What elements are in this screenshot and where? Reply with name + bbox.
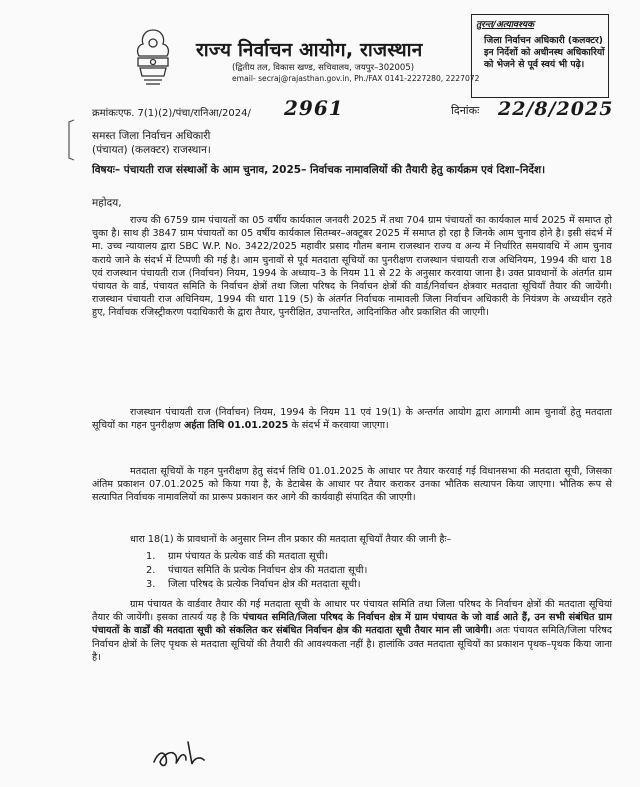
date-label: दिनांकः [451,104,480,117]
paragraph-1: राज्य की 6759 ग्राम पंचायतों का 05 वर्षीय कार्यकाल जनवरी 2025 में तथा 704 ग्राम पंचायतों का कार्यकाल मार्च 2025 में समाप्त हो चुका है। साथ ही 3847 ग्राम पंचायतों का 05 वर्षीय कार्यकाल सितम्बर–अक्टूबर 2025 में समाप्त हो रहा है जिनके आम चुनाव होने है। इसी संदर्भ में मा. उच्च न्यायालय द्वारा SBC W.P. No. 3422/2025 महावीर प्रसाद गौतम बनाम राजस्थान राज्य व अन्य में निर्धारित समयावधि में आम चुनाव कराये जाने के संदर्भ में टिप्पणी की गई है। आम चुनावों से पूर्व मतदाता सूचियों का पुनरीक्षण राजस्थान पंचायती राज अधिनियम, 1994 की धारा 18 एवं राजस्थान पंचायती राज (निर्वाचन) नियम, 1994 के अध्याय–3 के नियम 11 से 22 के अनुसार करवाया जाना है। उक्त प्रावधानों के अंतर्गत ग्राम पंचायत के वार्ड, पंचायत समिति के निर्वाचन क्षेत्रों तथा जिला परिषद के निर्वाचन क्षेत्रों की वार्ड/निर्वाचन क्षेत्रवार मतदाता सूचियाँ तैयार की जायेंगी। राजस्थान पंचायती राज अधिनियम, 1994 की धारा 119 (5) के अंतर्गत निर्वाचक नामावली जिला निर्वाचन अधिकारी के नियंत्रण के अध्यधीन रहते हुए, निर्वाचक रजिस्ट्रीकरण पदाधिकारी के द्वारा तैयार, पुनरीक्षित, उपान्तरित, आदिनांकित और प्रकाशित की जाएगी। [92,215,612,319]
paragraph-5-text-end: अतः पंचायत समिति/जिला परिषद निर्वाचन क्षेत्रों के लिए पृथक से मतदाता सूचियों की तैयारी की आवश्यकता नहीं है। हालांकि उक्त मतदाता सूचियों का प्रकाशन पृथक–पृथक किया जाना है। [92,625,612,663]
list-item-text: जिला परिषद के प्रत्येक निर्वाचन क्षेत्र की मतदाता सूची। [168,579,361,590]
state-emblem-icon [124,26,182,92]
paragraph-5-emphasis: पंचायत समिति/जिला परिषद के निर्वाचन क्षेत्र में ग्राम पंचायत के जो वार्ड आते हैं, उन सभी संबंधित ग्राम पंचायतों के वार्डों की मतदाता सूची को संकलित कर संबंधित निर्वाचन क्षेत्र की मतदाता सूची तैयार मान ली जावेगी। [92,612,612,637]
paragraph-2 [92,406,612,432]
list-item-number: 3. [146,579,156,590]
addressee-line: (पंचायत) (कलक्टर) राजस्थान। [92,144,211,156]
margin-bracket-mark [66,118,76,162]
list-item-text: पंचायत समिति के प्रत्येक निर्वाचन क्षेत्र की मतदाता सूची। [168,565,368,576]
list-item [146,550,367,564]
handwritten-signature [148,734,228,774]
qualifying-date-emphasis: अर्हता तिथि 01.01.2025 [183,420,289,432]
handwritten-dispatch-number: 2961 [284,96,344,120]
paragraph-2-text-end: के संदर्भ में करवाया जाएगा। [288,420,389,432]
addressee-line: समस्त जिला निर्वाचन अधिकारी [92,130,211,142]
list-item-number: 1. [146,551,156,562]
list-item [146,578,367,592]
reference-number-label: क्रमांकःएफ. 7(1)(2)/पंचा/रानिआ/2024/ [92,108,251,119]
urgent-notice-heading: तुरन्त/अत्यावश्यक [476,20,534,30]
paragraph-5 [92,598,612,664]
urgent-notice-box [471,14,609,98]
addressee-block [92,129,211,157]
paragraph-5-text: ग्राम पंचायत के वार्डवार तैयार की गई मतदाता सूची के आधार पर पंचायत समिति तथा जिला परिषद के निर्वाचन क्षेत्रों की मतदाता सूचियां तैयार की जायेंगी। इसका तात्पर्य यह है कि [92,599,612,624]
header-title: राज्य निर्वाचन आयोग, राजस्थान [196,39,423,61]
urgent-notice-text: जिला निर्वाचन अधिकारी (कलक्टर) इन निर्देशों को अधीनस्थ अधिकारियों को भेजने से पूर्व स्वयं भी पढ़े। [484,35,605,70]
header-address: (द्वितीय तल, विकास खण्ड, सचिवालय, जयपुर–302005) [232,63,415,73]
voter-list-types [146,550,367,592]
list-item-text: ग्राम पंचायत के प्रत्येक वार्ड की मतदाता सूची। [168,551,329,562]
list-item-number: 2. [146,565,156,576]
list-item [146,564,367,578]
paragraph-2-text: राजस्थान पंचायती राज (निर्वाचन) नियम, 1994 के नियम 11 एवं 19(1) के अन्तर्गत आयोग द्वारा आगामी आम चुनावों हेतु मतदाता सूचियों का गहन पुनरीक्षण [92,407,612,432]
salutation: महोदय, [92,197,122,209]
handwritten-date: 22/8/2025 [498,98,614,120]
paragraph-4: धारा 18(1) के प्रावधानों के अनुसार निम्न तीन प्रकार की मतदाता सूचियाँ तैयार की जानी हैः– [130,534,452,545]
paragraph-3: मतदाता सूचियों के गहन पुनरीक्षण हेतु संदर्भ तिथि 01.01.2025 के आधार पर तैयार करवाई गई विधानसभा की मतदाता सूची, जिसका अंतिम प्रकाशन 07.01.2025 को किया गया है, के डेटाबेस के आधार पर तैयार कराकर उनका भौतिक सत्यापन किया जाएगा। भौतिक रूप से सत्यापित निर्वाचक नामावलियों का प्रारूप प्रकाशन कर आगे की कार्यवाही संपादित की जाएगी। [92,466,612,504]
header-contact: email- secraj@rajasthan.gov.in, Ph./FAX 0141-2227280, 2227072 [232,74,480,83]
subject-line: विषयः– पंचायती राज संस्थाओं के आम चुनाव, 2025– निर्वाचक नामावलियों की तैयारी हेतु कार्यक्रम एवं दिशा–निर्देश। [92,164,546,176]
